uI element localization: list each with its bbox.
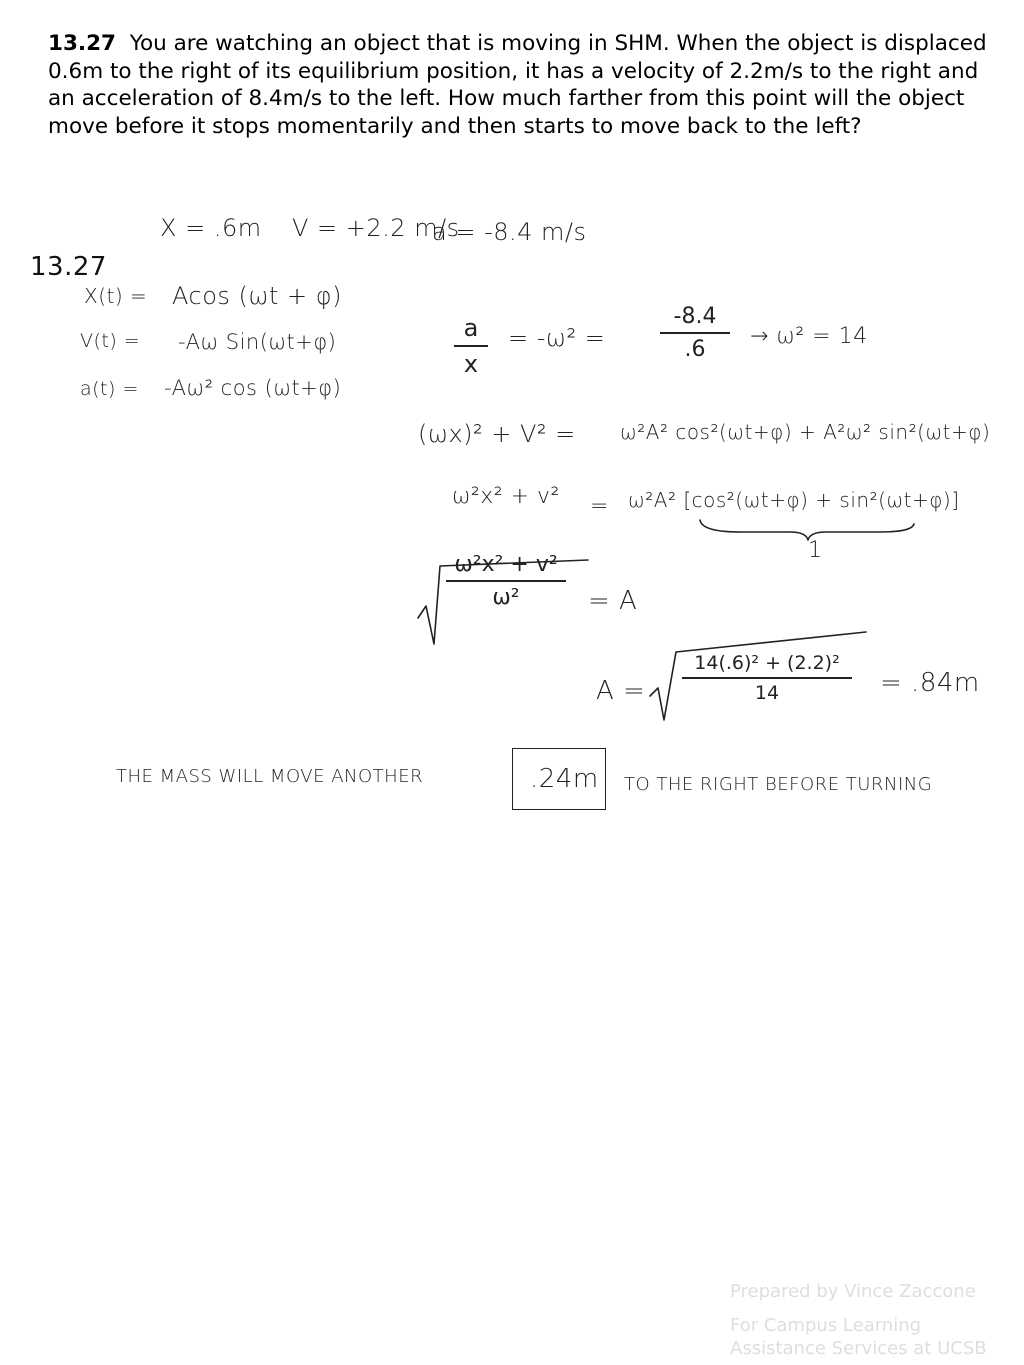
numeric-ratio-fraction [660,304,730,362]
footer-org-line-2: Assistance Services at UCSB [730,1338,987,1359]
amplitude-fraction [446,552,566,610]
footer-org-line-1: For Campus Learning [730,1315,922,1336]
amplitude-numerator: ω²x² + v² [454,552,558,577]
numeric-amplitude-label: A = [596,676,646,706]
energy-equation-rhs: ω²A² cos²(ωt+φ) + A²ω² sin²(ωt+φ) [620,420,991,444]
numeric-amplitude-denominator: 14 [754,681,780,704]
amplitude-equals-a: = A [588,586,638,616]
trig-identity-value: 1 [808,538,823,563]
energy-equation-lhs: (ωx)² + V² = [418,420,576,448]
velocity-function: -Aω Sin(ωt+φ) [178,330,337,354]
trig-identity-brace [700,520,914,540]
problem-statement [48,30,988,140]
problem-number: 13.27 [48,31,117,56]
velocity-function-label: V(t) = [80,330,141,352]
numeric-amplitude-result: = .84m [880,668,980,698]
problem-text: You are watching an object that is moving in SHM. When the object is displaced 0.6m to the right of its equilibrium position, it has a velocity of 2.2m/s to the right and an acceleration of 8.4m/s to the left. How much farther from this point will the object move before it stops momentarily and then starts to move back to the left? [48,31,987,139]
omega-squared-result: → ω² = 14 [750,324,868,349]
given-velocity: V = +2.2 m/s [292,214,460,242]
numeric-amplitude-fraction [682,652,852,704]
given-displacement: X = .6m [160,214,262,242]
numeric-ratio-denominator: .6 [684,336,706,362]
acceleration-function-label: a(t) = [80,378,139,400]
position-function: Acos (ωt + φ) [172,282,342,310]
ratio-denominator: x [463,349,479,378]
combined-equation-rhs: ω²A² [cos²(ωt+φ) + sin²(ωt+φ)] [628,488,960,512]
conclusion-prefix: THE MASS WILL MOVE ANOTHER [116,766,424,787]
combined-equation-equals: = [590,494,609,519]
ratio-fraction [454,314,488,378]
numeric-ratio-numerator: -8.4 [673,304,717,329]
given-acceleration: a = -8.4 m/s [432,218,587,246]
footer-credit: Prepared by Vince Zaccone [730,1281,976,1302]
position-function-label: X(t) = [84,284,148,308]
numeric-amplitude-numerator: 14(.6)² + (2.2)² [694,652,840,674]
amplitude-denominator: ω² [492,584,520,610]
acceleration-function: -Aω² cos (ωt+φ) [164,376,342,400]
ratio-equals-omega: = -ω² = [508,324,606,352]
final-answer: .24m [530,764,599,794]
conclusion-suffix: TO THE RIGHT BEFORE TURNING [624,774,933,795]
combined-equation-lhs: ω²x² + v² [452,484,560,509]
ratio-numerator: a [463,314,479,342]
solution-problem-label: 13.27 [30,252,107,282]
